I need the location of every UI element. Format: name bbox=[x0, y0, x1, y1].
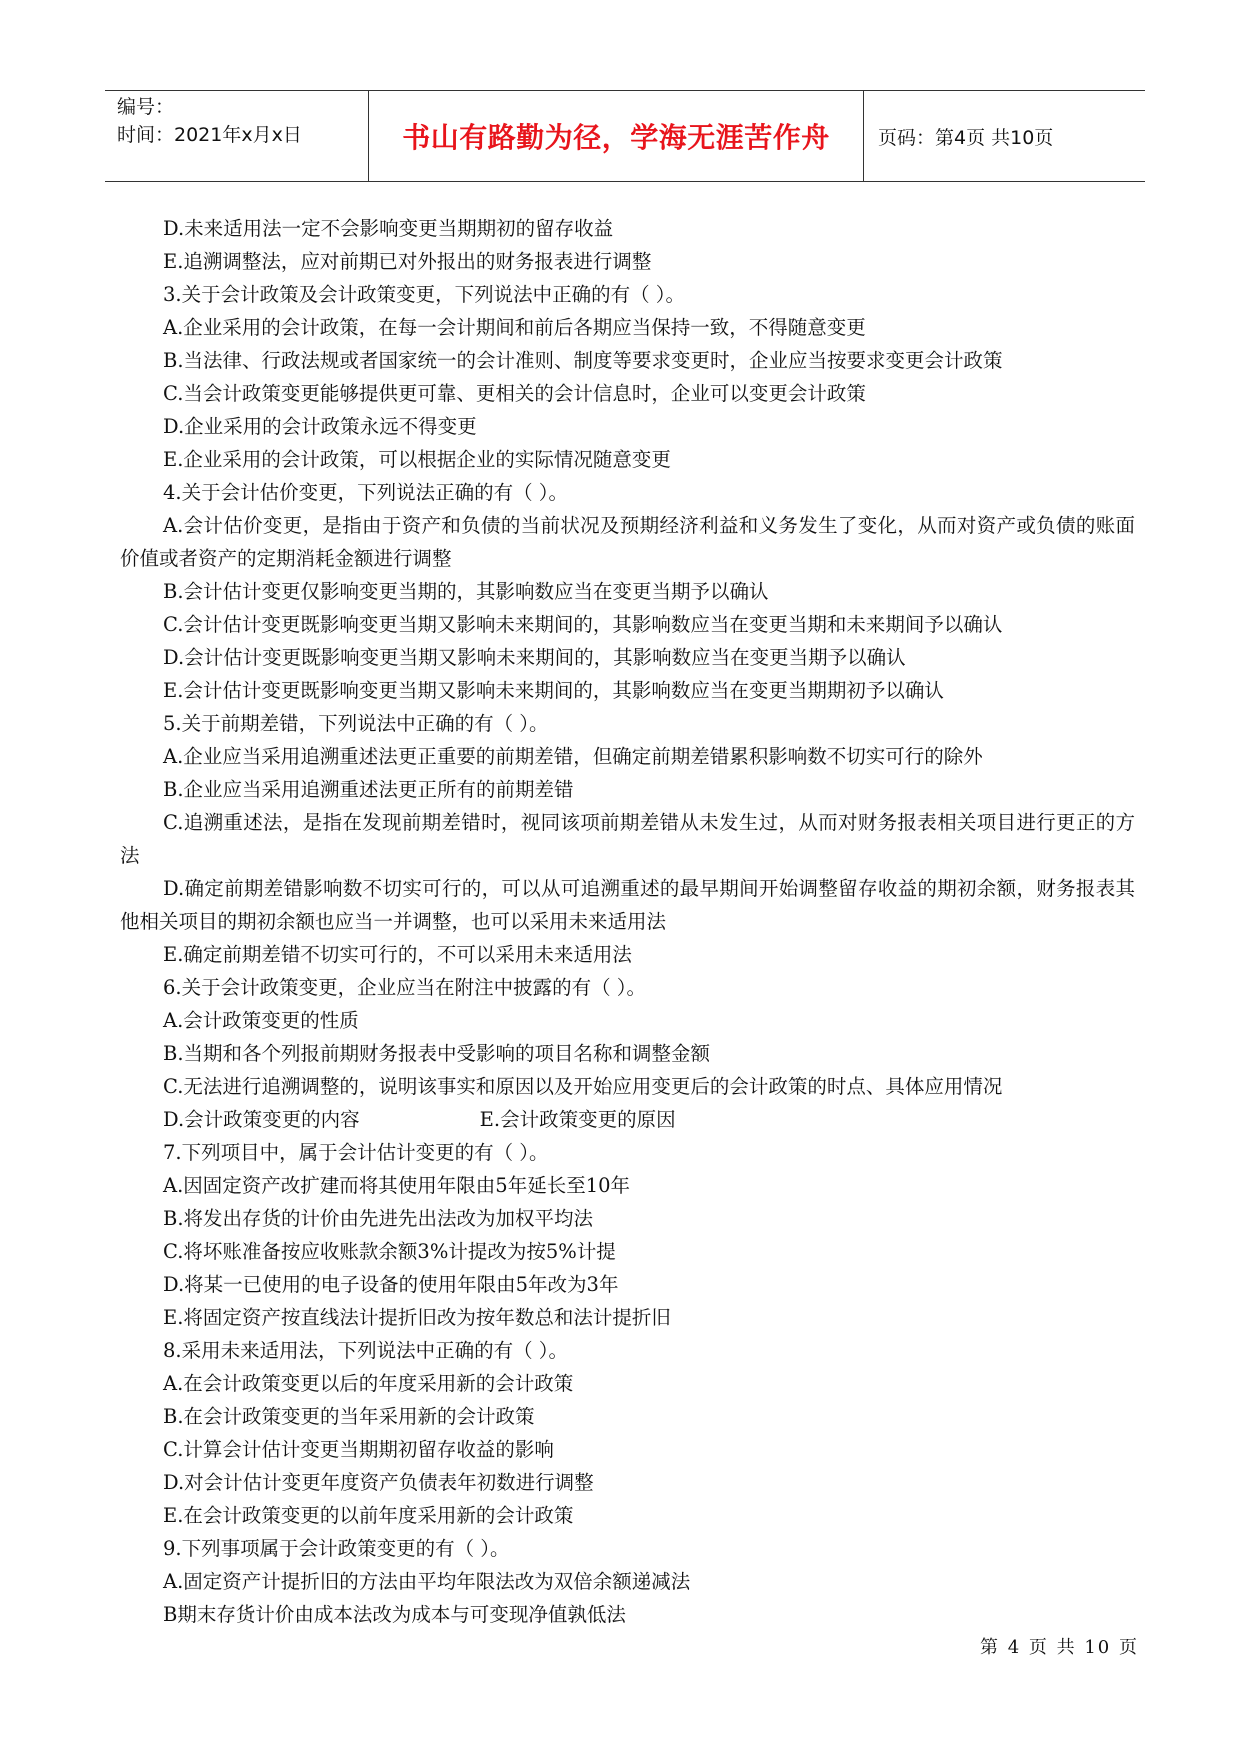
question-line: 7.下列项目中，属于会计估计变更的有（ ）。 bbox=[163, 1141, 549, 1164]
text-line: A.会计估价变更，是指由于资产和负债的当前状况及预期经济利益和义务发生了变化，从而对资产或负债的账面价值或者资产的定期消耗金额进行调整 bbox=[120, 514, 1135, 570]
text-line: A.会计政策变更的性质 bbox=[163, 1009, 359, 1032]
text-line: B.企业应当采用追溯重述法更正所有的前期差错 bbox=[163, 778, 574, 801]
text-line: D.将某一已使用的电子设备的使用年限由5年改为3年 bbox=[163, 1273, 619, 1296]
header-page-label: 页码：第4页 共10页 bbox=[878, 126, 1054, 149]
text-line: E.确定前期差错不切实可行的，不可以采用未来适用法 bbox=[163, 943, 632, 966]
question-line: 9.下列事项属于会计政策变更的有（ ）。 bbox=[163, 1537, 510, 1560]
text-line: B.当法律、行政法规或者国家统一的会计准则、制度等要求变更时，企业应当按要求变更会计政策 bbox=[163, 349, 1003, 372]
text-line: D.企业采用的会计政策永远不得变更 bbox=[163, 415, 477, 438]
question-line: 8.采用未来适用法，下列说法中正确的有（ ）。 bbox=[163, 1339, 569, 1362]
time-label: 时间：2021年x月x日 bbox=[117, 124, 302, 146]
text-line: A.企业应当采用追溯重述法更正重要的前期差错，但确定前期差错累积影响数不切实可行的除外 bbox=[163, 745, 983, 768]
question-line: 5.关于前期差错，下列说法中正确的有（ ）。 bbox=[163, 712, 549, 735]
text-line: B.在会计政策变更的当年采用新的会计政策 bbox=[163, 1405, 535, 1428]
text-line: A.固定资产计提折旧的方法由平均年限法改为双倍余额递减法 bbox=[163, 1570, 691, 1593]
text-line: D.确定前期差错影响数不切实可行的，可以从可追溯重述的最早期间开始调整留存收益的期初余额，财务报表其他相关项目的期初余额也应当一并调整，也可以采用未来适用法 bbox=[120, 877, 1135, 933]
text-line: D.未来适用法一定不会影响变更当期期初的留存收益 bbox=[163, 217, 614, 240]
document-body bbox=[120, 212, 1135, 1631]
text-line: B期末存货计价由成本法改为成本与可变现净值孰低法 bbox=[163, 1603, 626, 1626]
number-label: 编号： bbox=[117, 96, 175, 118]
text-line: D.对会计估计变更年度资产负债表年初数进行调整 bbox=[163, 1471, 594, 1494]
header-motto: 书山有路勤为径，学海无涯苦作舟 bbox=[369, 91, 864, 181]
text-line: D.会计估计变更既影响变更当期又影响未来期间的，其影响数应当在变更当期予以确认 bbox=[163, 646, 906, 669]
text-line: B.当期和各个列报前期财务报表中受影响的项目名称和调整金额 bbox=[163, 1042, 711, 1065]
question-line: 4.关于会计估价变更，下列说法正确的有（ ）。 bbox=[163, 481, 569, 504]
text-line: C.无法进行追溯调整的，说明该事实和原因以及开始应用变更后的会计政策的时点、具体应用情况 bbox=[163, 1075, 1003, 1098]
text-line: E.在会计政策变更的以前年度采用新的会计政策 bbox=[163, 1504, 574, 1527]
text-line: B.会计估计变更仅影响变更当期的，其影响数应当在变更当期予以确认 bbox=[163, 580, 769, 603]
text-line: C.会计估计变更既影响变更当期又影响未来期间的，其影响数应当在变更当期和未来期间予以确认 bbox=[163, 613, 1003, 636]
page-header bbox=[105, 90, 1145, 182]
page-footer: 第 4 页 共 10 页 bbox=[980, 1637, 1139, 1658]
text-line: E.会计估计变更既影响变更当期又影响未来期间的，其影响数应当在变更当期期初予以确认 bbox=[163, 679, 944, 702]
text-line: C.追溯重述法，是指在发现前期差错时，视同该项前期差错从未发生过，从而对财务报表相关项目进行更正的方法 bbox=[120, 811, 1135, 867]
header-meta bbox=[105, 91, 369, 181]
split-line-right: E.会计政策变更的原因 bbox=[479, 1108, 676, 1131]
split-line bbox=[120, 1103, 1135, 1136]
text-line: C.将坏账准备按应收账款余额3%计提改为按5%计提 bbox=[163, 1240, 616, 1263]
text-line: C.计算会计估计变更当期期初留存收益的影响 bbox=[163, 1438, 554, 1461]
question-line: 3.关于会计政策及会计政策变更，下列说法中正确的有（ ）。 bbox=[163, 283, 686, 306]
text-line: C.当会计政策变更能够提供更可靠、更相关的会计信息时，企业可以变更会计政策 bbox=[163, 382, 866, 405]
text-line: E.将固定资产按直线法计提折旧改为按年数总和法计提折旧 bbox=[163, 1306, 671, 1329]
split-line-left: D.会计政策变更的内容 bbox=[163, 1108, 360, 1131]
text-line: A.因固定资产改扩建而将其使用年限由5年延长至10年 bbox=[163, 1174, 631, 1197]
text-line: A.在会计政策变更以后的年度采用新的会计政策 bbox=[163, 1372, 574, 1395]
text-line: A.企业采用的会计政策，在每一会计期间和前后各期应当保持一致，不得随意变更 bbox=[163, 316, 866, 339]
question-line: 6.关于会计政策变更，企业应当在附注中披露的有（ ）。 bbox=[163, 976, 647, 999]
text-line: E.企业采用的会计政策，可以根据企业的实际情况随意变更 bbox=[163, 448, 671, 471]
text-line: E.追溯调整法，应对前期已对外报出的财务报表进行调整 bbox=[163, 250, 652, 273]
text-line: B.将发出存货的计价由先进先出法改为加权平均法 bbox=[163, 1207, 594, 1230]
